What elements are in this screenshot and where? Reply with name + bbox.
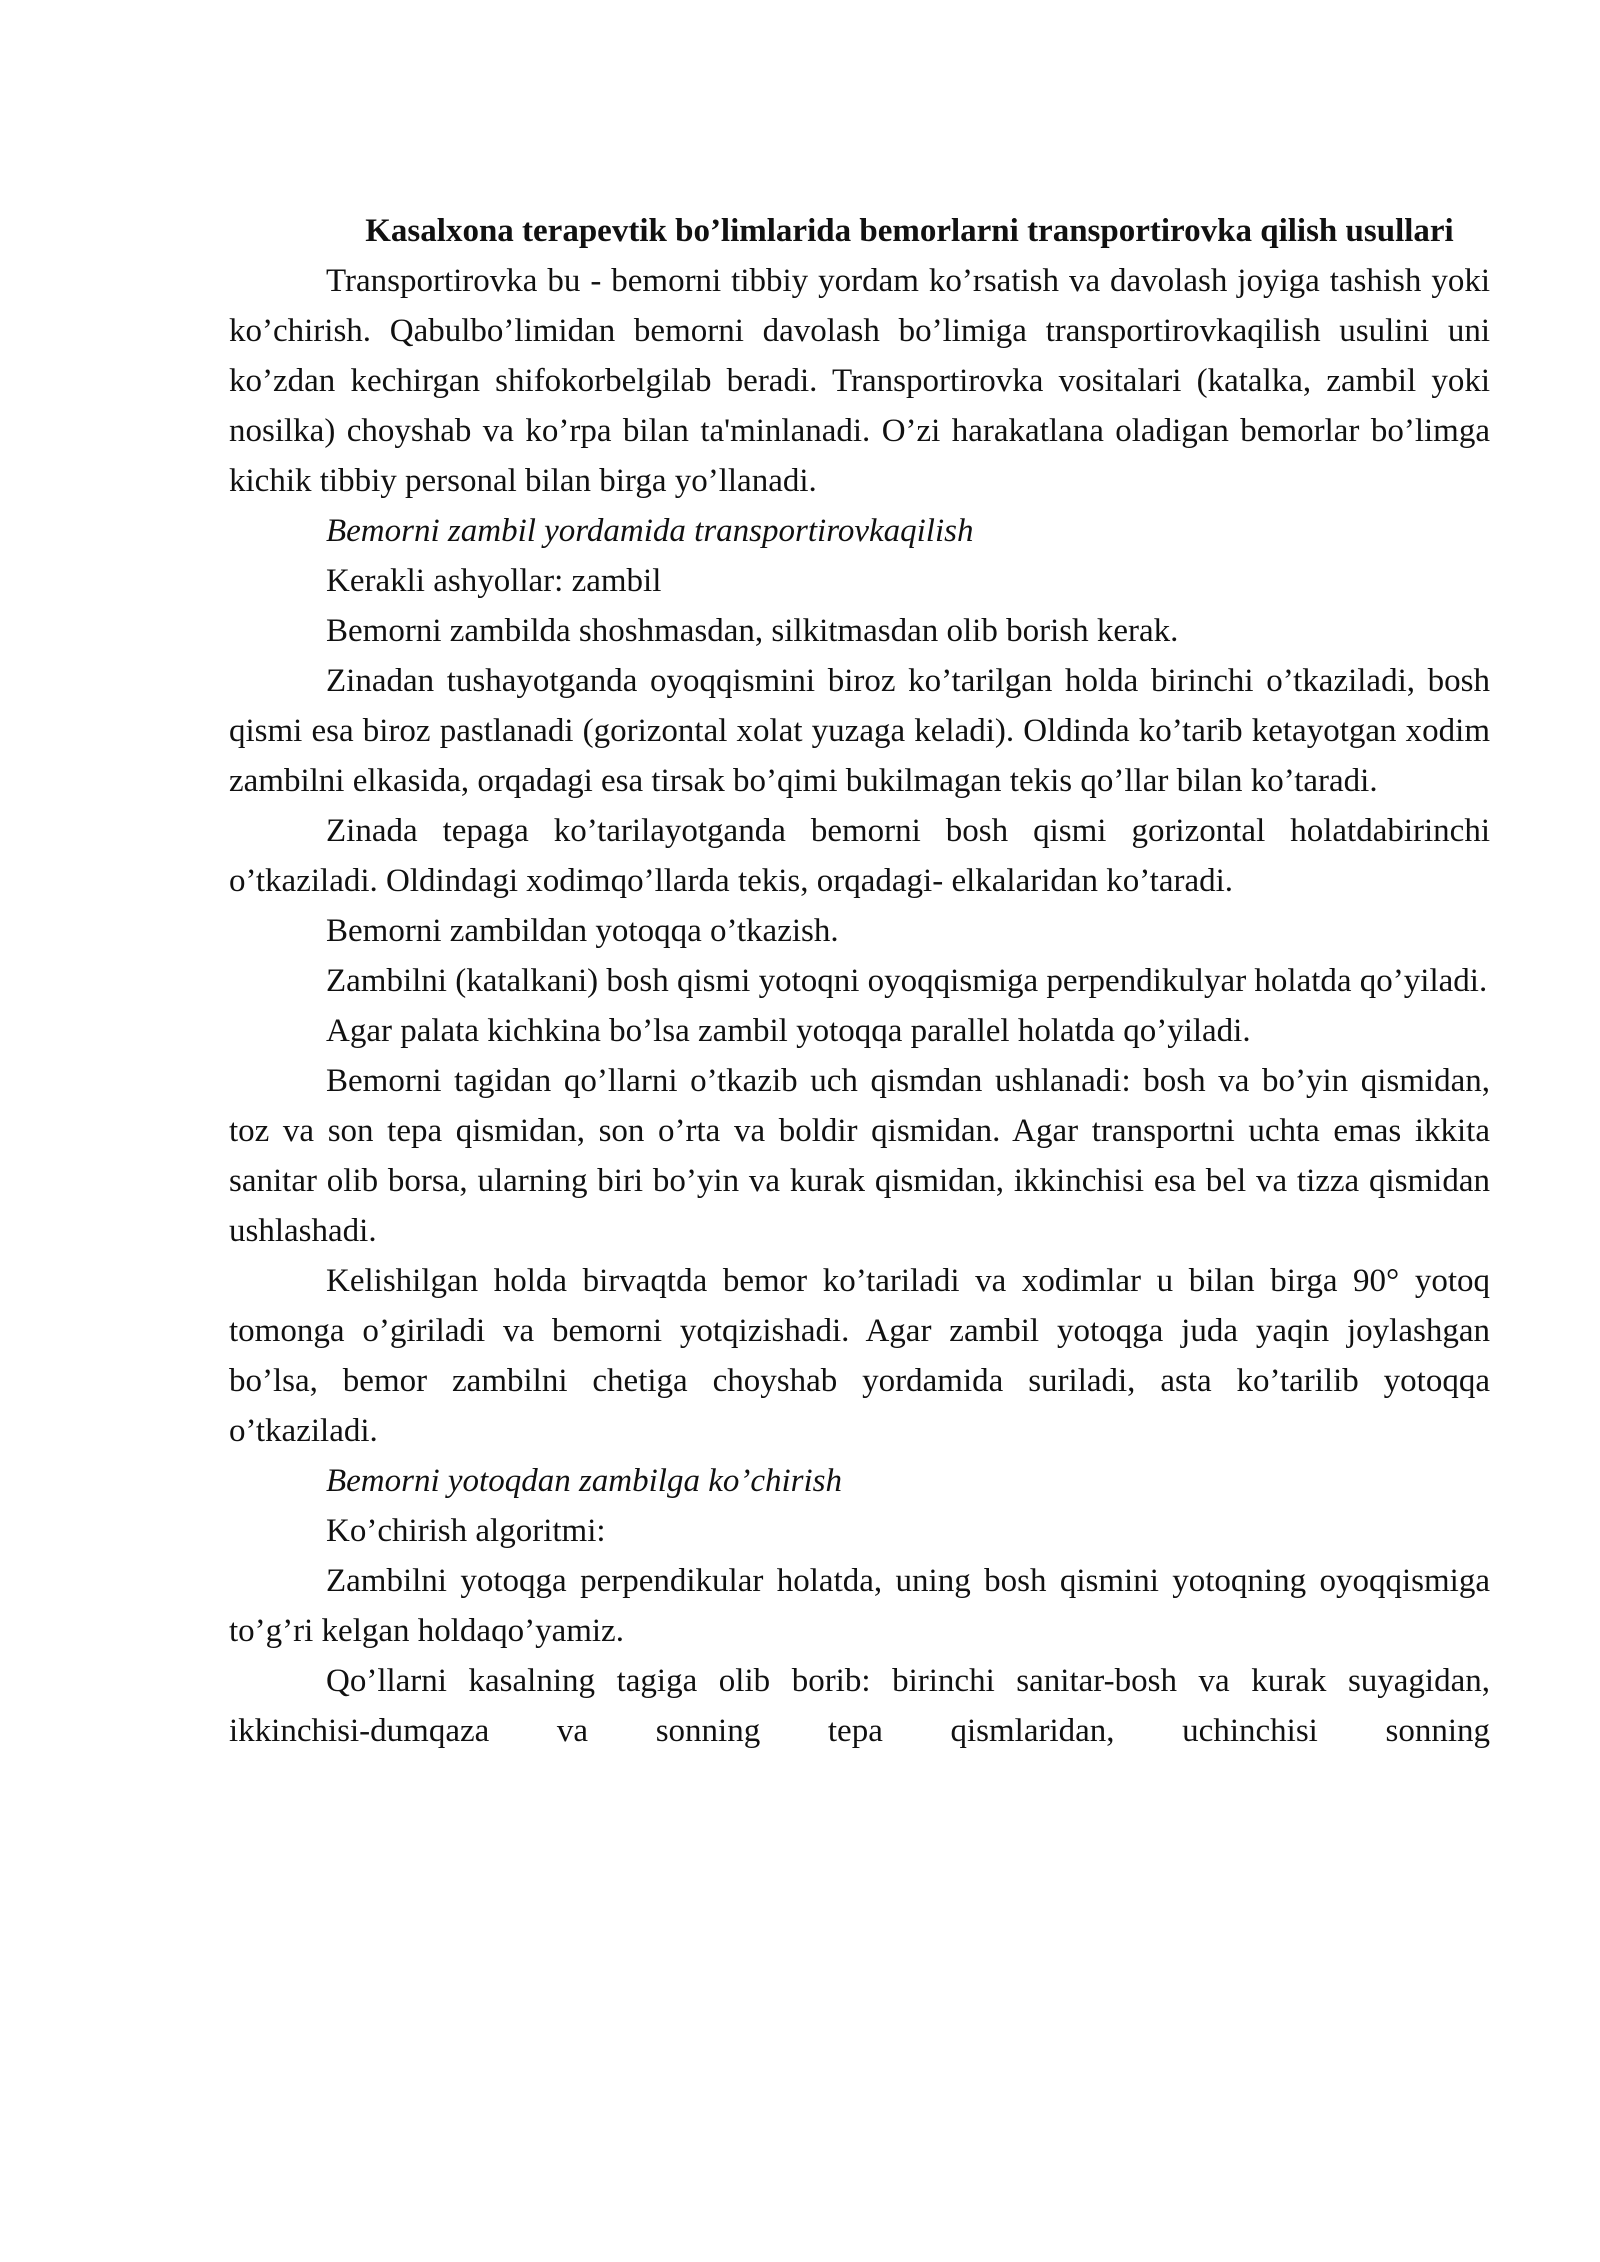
paragraph-stairs-up: Zinada tepaga ko’tarilayotganda bemorni bosh qismi gorizontal holatdabirinchi o’tkaziladi. Oldindagi xodimqo’llarda tekis, orqadagi- elkalaridan ko’taradi.: [229, 813, 1490, 899]
paragraph-algorithm: Ko’chirish algoritmi:: [326, 1513, 606, 1549]
paragraph-stairs-down: Zinadan tushayotganda oyoqqismini biroz ko’tarilgan holda birinchi o’tkaziladi, bosh qismi esa biroz pastlanadi (gorizontal xolat yuzaga keladi). Oldinda ko’tarib ketayotgan xodim zambilni elkasida, orqadagi esa tirsak bo’qimi bukilmagan tekis qo’llar bilan ko’taradi.: [229, 663, 1490, 799]
paragraph-carry-slowly: Bemorni zambilda shoshmasdan, silkitmasdan olib borish kerak.: [326, 613, 1179, 649]
paragraph-small-ward: Agar palata kichkina bo’lsa zambil yotoqqa parallel holatda qo’yiladi.: [326, 1013, 1251, 1049]
paragraph-transfer-to-bed: Bemorni zambildan yotoqqa o’tkazish.: [326, 913, 839, 949]
paragraph-turn-90: Kelishilgan holda birvaqtda bemor ko’tariladi va xodimlar u bilan birga 90° yotoq tomonga o’giriladi va bemorni yotqizishadi. Agar zambil yotoqga juda yaqin joylashgan bo’lsa, bemor zambilni chetiga choyshab yordamida suriladi, asta ko’tarilib yotoqqa o’tkaziladi.: [229, 1263, 1490, 1449]
document-title: Kasalxona terapevtik bo’limlarida bemorlarni transportirovka qilish usullari: [365, 213, 1454, 249]
paragraph-place-zambil: Zambilni yotoqga perpendikular holatda, uning bosh qismini yotoqning oyoqqismiga to’g’ri kelgan holdaqo’yamiz.: [229, 1563, 1490, 1649]
subheading-zambil-transport: Bemorni zambil yordamida transportirovkaqilish: [326, 513, 974, 549]
document-page: [229, 206, 1490, 1756]
subheading-bed-to-zambil: Bemorni yotoqdan zambilga ko’chirish: [326, 1463, 843, 1499]
paragraph-hands-under: Qo’llarni kasalning tagiga olib borib: birinchi sanitar-bosh va kurak suyagidan, ikkinchisi-dumqaza va sonning tepa qismlaridan, uchinchisi sonning: [229, 1663, 1490, 1749]
paragraph-perpendicular: Zambilni (katalkani) bosh qismi yotoqni oyoqqismiga perpendikulyar holatda qo’yiladi.: [326, 963, 1488, 999]
paragraph-required-items: Kerakli ashyollar: zambil: [326, 563, 662, 599]
paragraph-three-parts: Bemorni tagidan qo’llarni o’tkazib uch qismdan ushlanadi: bosh va bo’yin qismidan, toz va son tepa qismidan, son o’rta va boldir qismidan. Agar transportni uchta emas ikkita sanitar olib borsa, ularning biri bo’yin va kurak qismidan, ikkinchisi esa bel va tizza qismidan ushlashadi.: [229, 1063, 1490, 1249]
paragraph-intro: Transportirovka bu - bemorni tibbiy yordam ko’rsatish va davolash joyiga tashish yoki ko’chirish. Qabulbo’limidan bemorni davolash bo’limiga transportirovkaqilish usulini uni ko’zdan kechirgan shifokorbelgilab beradi. Transportirovka vositalari (katalka, zambil yoki nosilka) choyshab va ko’rpa bilan ta'minlanadi. O’zi harakatlana oladigan bemorlar bo’limga kichik tibbiy personal bilan birga yo’llanadi.: [229, 263, 1490, 499]
